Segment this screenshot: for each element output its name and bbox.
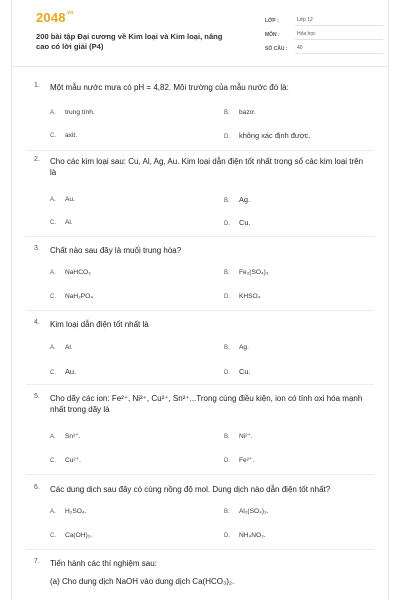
meta-grade-label: LỚP :	[265, 18, 279, 24]
option-text: không xác định được.	[239, 131, 311, 140]
meta-count-value: 40	[295, 45, 383, 54]
option-b[interactable]	[224, 195, 250, 206]
question-number: 6.	[34, 484, 40, 491]
option-text: Fe₂(SO₄)₃	[239, 269, 269, 276]
option-letter: A.	[50, 110, 56, 116]
option-letter: B.	[224, 110, 230, 116]
meta-count-label: SỐ CÂU :	[265, 46, 288, 52]
divider	[26, 236, 374, 237]
option-c[interactable]	[50, 131, 77, 141]
option-letter: C.	[50, 294, 56, 300]
option-letter: B.	[224, 198, 230, 204]
option-c[interactable]	[50, 531, 92, 541]
question-7-item-a: (a) Cho dung dịch NaOH vào dung dịch Ca(HCO₃)₂.	[50, 577, 235, 586]
option-a[interactable]	[50, 268, 91, 278]
option-text: Au.	[65, 367, 77, 376]
option-letter: A.	[50, 197, 56, 203]
option-text: Ni²⁺.	[239, 433, 253, 440]
option-text: Cu²⁺.	[65, 457, 81, 464]
option-text: Au.	[65, 196, 75, 203]
option-letter: D.	[224, 221, 230, 227]
option-text: Ag.	[239, 195, 251, 204]
option-letter: B.	[224, 270, 230, 276]
option-text: axit.	[65, 132, 78, 139]
meta-grade-value: Lớp 12	[295, 17, 383, 26]
document-title: 200 bài tập Đại cương về Kim loại và Kim loại, nâng cao có lời giải (P4)	[36, 32, 223, 51]
option-text: Ag.	[239, 344, 249, 351]
question-text: Các dung dịch sau đây có cùng nồng độ mol. Dung dịch nào dẫn điện tốt nhất?	[50, 485, 331, 494]
option-text: H₂SO₄.	[65, 508, 87, 515]
divider	[26, 310, 374, 311]
divider	[26, 384, 374, 385]
meta-subject-value: Hóa học	[295, 31, 383, 40]
option-letter: D.	[224, 294, 230, 300]
question-number: 4.	[34, 319, 40, 326]
worksheet-page	[11, 0, 389, 600]
option-d[interactable]	[224, 218, 251, 229]
divider	[26, 474, 374, 475]
option-d[interactable]	[224, 531, 266, 541]
option-letter: C.	[50, 370, 56, 376]
question-text: Chất nào sau đây là muối trung hòa?	[50, 246, 182, 255]
option-c[interactable]	[50, 456, 81, 466]
meta-grade	[265, 12, 383, 26]
option-b[interactable]	[224, 343, 249, 353]
option-letter: A.	[50, 345, 56, 351]
question-text: Tiến hành các thí nghiệm sau:	[50, 559, 157, 568]
option-letter: D.	[224, 134, 230, 140]
option-letter: A.	[50, 509, 56, 515]
option-text: trung tính.	[65, 109, 95, 116]
option-c[interactable]	[50, 218, 73, 228]
option-b[interactable]	[224, 432, 253, 442]
meta-info	[265, 12, 383, 54]
option-letter: C.	[50, 533, 56, 539]
meta-subject	[265, 26, 383, 40]
question-text: Một mẫu nước mưa có pH = 4,82. Môi trường của mẫu nước đó là:	[50, 83, 289, 92]
option-text: NaHCO₃	[65, 269, 91, 276]
option-letter: C.	[50, 220, 56, 226]
brand-suffix: .vn	[65, 10, 74, 16]
option-a[interactable]	[50, 432, 81, 442]
question-number: 1.	[34, 82, 40, 89]
option-letter: B.	[224, 434, 230, 440]
divider	[26, 150, 374, 151]
option-letter: A.	[50, 270, 56, 276]
question-number: 2.	[34, 156, 40, 163]
option-text: Sn²⁺.	[65, 433, 81, 440]
worksheet-header	[12, 0, 388, 67]
option-text: Cu.	[239, 218, 251, 227]
option-d[interactable]	[224, 456, 254, 466]
option-b[interactable]	[224, 507, 269, 517]
option-d[interactable]	[224, 292, 260, 302]
option-d[interactable]	[224, 131, 310, 142]
option-b[interactable]	[224, 268, 269, 278]
option-letter: D.	[224, 370, 230, 376]
brand-name: 2048	[36, 10, 66, 25]
question-text: Kim loại dẫn điện tốt nhất là	[50, 320, 149, 329]
option-letter: C.	[50, 133, 56, 139]
question-number: 5.	[34, 393, 40, 400]
option-a[interactable]	[50, 195, 75, 205]
option-letter: A.	[50, 434, 56, 440]
option-text: NH₄NO₃.	[239, 532, 266, 539]
option-letter: C.	[50, 458, 56, 464]
option-a[interactable]	[50, 507, 86, 517]
meta-subject-label: MÔN :	[265, 32, 280, 38]
option-text: bazơ.	[239, 109, 256, 116]
option-letter: D.	[224, 458, 230, 464]
question-text: Cho các kim loại sau: Cu, Al, Ag, Au. Kim loại dẫn điện tốt nhất trong số các kim loại trên là	[50, 157, 364, 177]
question-number: 3.	[34, 245, 40, 252]
option-text: KHSO₄	[239, 293, 261, 300]
option-text: Ca(OH)₂.	[65, 532, 93, 539]
option-text: NaH₂PO₄	[65, 293, 93, 300]
option-letter: B.	[224, 345, 230, 351]
option-text: Fe²⁺.	[239, 457, 255, 464]
option-letter: B.	[224, 509, 230, 515]
option-letter: D.	[224, 533, 230, 539]
option-text: Al.	[65, 344, 73, 351]
option-c[interactable]	[50, 367, 76, 378]
option-text: Cu.	[239, 367, 251, 376]
option-a[interactable]	[50, 108, 95, 118]
meta-count	[265, 40, 383, 54]
option-text: Al.	[65, 219, 73, 226]
option-text: Al₂(SO₄)₃.	[239, 508, 269, 515]
question-text: Cho dãy các ion: Fe²⁺, Ni²⁺, Cu²⁺, Sn²⁺...Trong cùng điều kiện, ion có tính oxi hóa mạnh nhất trong dãy là	[50, 394, 363, 414]
option-a[interactable]	[50, 343, 73, 353]
option-b[interactable]	[224, 108, 256, 118]
option-d[interactable]	[224, 367, 251, 378]
brand-logo[interactable]	[36, 10, 74, 25]
option-c[interactable]	[50, 292, 93, 302]
divider	[26, 549, 374, 550]
question-number: 7.	[34, 558, 40, 565]
